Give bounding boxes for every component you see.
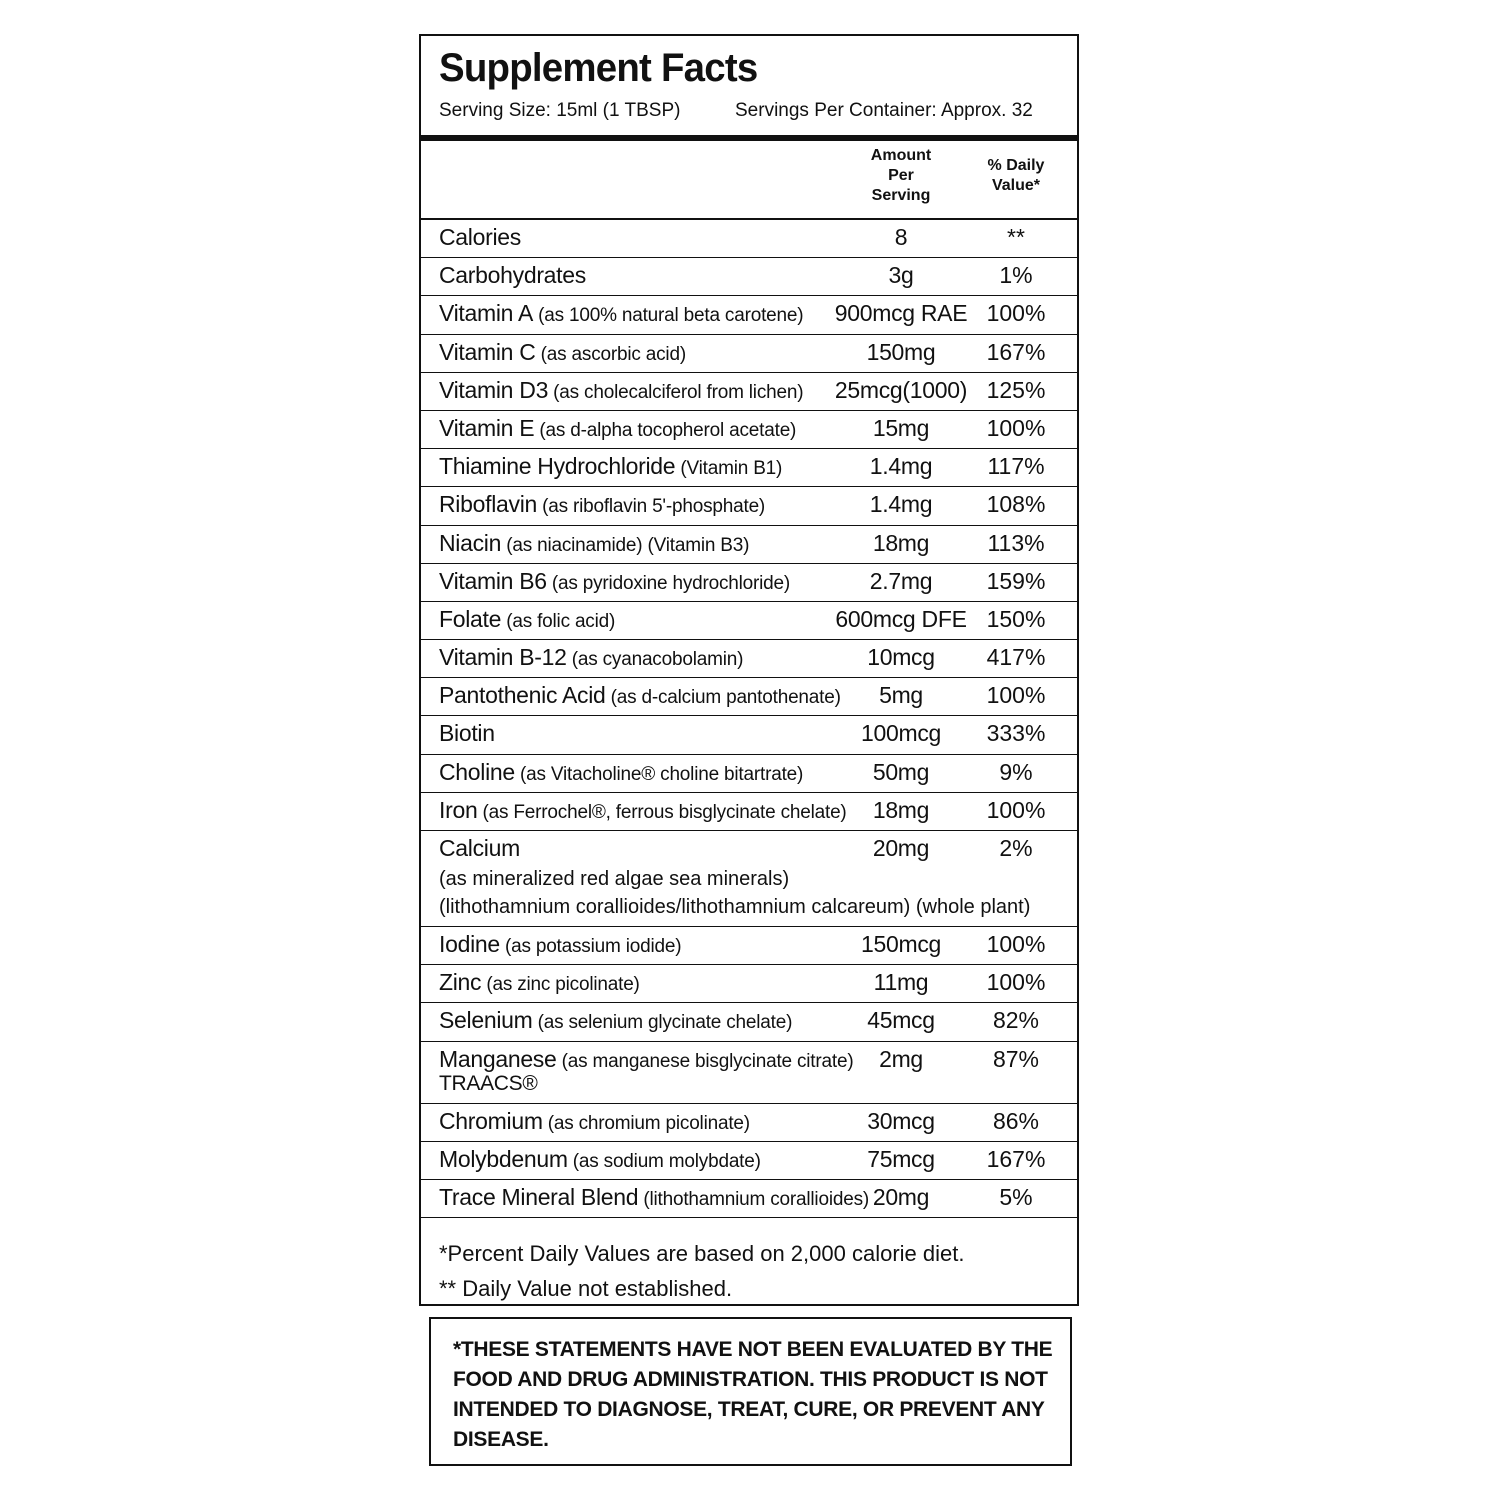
serving-info [439, 100, 1049, 122]
fda-disclaimer-box [429, 1317, 1072, 1466]
nutrient-label: Vitamin B-12 [439, 644, 567, 671]
nutrient-name [439, 606, 615, 633]
nutrient-source: (as ascorbic acid) [535, 343, 686, 365]
nutrient-label: Vitamin C [439, 338, 536, 365]
nutrient-name [439, 1046, 853, 1095]
nutrient-row [421, 373, 1077, 411]
thick-divider [421, 135, 1077, 141]
nutrient-daily-value: 417% [986, 644, 1046, 671]
nutrient-row [421, 564, 1077, 602]
nutrient-name [439, 377, 803, 404]
nutrient-row [421, 716, 1077, 754]
nutrient-name [439, 931, 681, 958]
nutrient-amount: 3g [888, 262, 914, 289]
nutrient-amount: 2.7mg [869, 567, 933, 594]
nutrient-name [439, 262, 586, 289]
nutrient-name [439, 224, 521, 251]
nutrient-name [439, 1184, 869, 1211]
nutrient-name [439, 1146, 761, 1173]
nutrient-name [439, 759, 803, 786]
nutrient-row [421, 487, 1077, 525]
nutrient-daily-value: 5% [999, 1183, 1033, 1210]
nutrient-amount: 10mcg [867, 644, 935, 671]
nutrient-label: Vitamin D3 [439, 376, 549, 403]
footnote-not-established: ** Daily Value not established. [439, 1276, 733, 1301]
nutrient-name [439, 300, 803, 327]
nutrient-source: (as Vitacholine® choline bitartrate) [514, 763, 804, 785]
nutrient-amount: 18mg [872, 529, 930, 556]
nutrient-label: Folate [439, 605, 502, 632]
nutrient-label: Calories [439, 224, 521, 250]
nutrient-label: Pantothenic Acid [439, 682, 606, 709]
nutrient-amount: 8 [894, 224, 908, 250]
nutrient-daily-value: 100% [986, 300, 1046, 327]
nutrient-amount: 11mg [873, 969, 929, 996]
nutrient-daily-value: 108% [986, 491, 1046, 518]
nutrient-source: (as Ferrochel®, ferrous bisglycinate chelate) [477, 801, 847, 823]
nutrient-daily-value: 100% [986, 969, 1046, 996]
nutrient-label: Riboflavin [439, 491, 537, 518]
nutrient-name [439, 969, 640, 996]
nutrient-amount: 900mcg RAE [834, 300, 968, 327]
nutrient-name [439, 339, 686, 366]
nutrient-row [421, 449, 1077, 487]
nutrient-source: (as manganese bisglycinate citrate) [556, 1050, 854, 1072]
nutrient-row [421, 1003, 1077, 1041]
nutrient-amount: 100mcg [860, 720, 942, 747]
nutrient-label: Niacin [439, 529, 502, 556]
nutrient-daily-value: 113% [987, 529, 1045, 556]
nutrient-label: Molybdenum [439, 1145, 568, 1172]
nutrient-daily-value: 82% [992, 1007, 1040, 1034]
nutrient-daily-value: 9% [999, 758, 1033, 785]
nutrient-label: Selenium [439, 1007, 533, 1034]
nutrient-row [421, 602, 1077, 640]
nutrient-name [439, 568, 790, 595]
nutrient-daily-value: 100% [986, 682, 1046, 709]
nutrient-name [439, 453, 782, 480]
column-header-daily-value: % Daily Value* [987, 157, 1045, 194]
column-header-amount: Amount Per Serving [870, 147, 932, 204]
nutrient-amount: 5mg [879, 682, 923, 709]
nutrient-row [421, 411, 1077, 449]
nutrient-name [439, 682, 841, 709]
nutrient-label: Choline [439, 758, 515, 785]
nutrient-row-manganese [421, 1042, 1077, 1104]
footnotes [439, 1236, 964, 1306]
nutrient-source: (as zinc picolinate) [481, 974, 640, 996]
nutrient-daily-value: 167% [986, 338, 1046, 365]
nutrient-name [439, 415, 796, 442]
nutrient-amount: 150mg [866, 338, 936, 365]
nutrient-row [421, 1180, 1077, 1218]
nutrient-source: (as riboflavin 5'-phosphate) [537, 496, 766, 518]
nutrient-name [439, 797, 847, 824]
nutrient-source-line-2: TRAACS® [439, 1071, 538, 1095]
footnote-daily-values: *Percent Daily Values are based on 2,000 calorie diet. [439, 1241, 965, 1266]
nutrient-name [439, 720, 495, 747]
nutrient-table [421, 218, 1077, 1218]
nutrient-source: (as cholecalciferol from lichen) [548, 381, 804, 403]
nutrient-daily-value: 1% [999, 262, 1033, 289]
fda-disclaimer-text: *THESE STATEMENTS HAVE NOT BEEN EVALUATED BY THE FOOD AND DRUG ADMINISTRATION. THIS PRODUCT IS NOT INTENDED TO DIAGNOSE, TREAT, CURE, OR PREVENT ANY DISEASE. [453, 1338, 1053, 1451]
nutrient-row [421, 335, 1077, 373]
calcium-source-line-1: (as mineralized red algae sea minerals) [439, 868, 790, 890]
nutrient-daily-value: 125% [986, 376, 1046, 403]
nutrient-daily-value: 117% [987, 453, 1045, 480]
nutrient-daily-value: 100% [986, 414, 1046, 441]
nutrient-daily-value: 87% [992, 1045, 1040, 1072]
nutrient-label: Vitamin E [439, 414, 535, 441]
nutrient-amount: 45mcg [867, 1007, 935, 1034]
nutrient-row [421, 220, 1077, 258]
nutrient-row [421, 755, 1077, 793]
nutrient-amount: 75mcg [867, 1145, 935, 1172]
nutrient-daily-value: 2% [999, 835, 1033, 861]
nutrient-daily-value: 167% [986, 1145, 1046, 1172]
nutrient-label: Manganese [439, 1045, 557, 1072]
nutrient-source: (as folic acid) [501, 610, 616, 632]
nutrient-amount: 20mg [872, 835, 930, 861]
nutrient-amount: 1.4mg [869, 491, 933, 518]
nutrient-label: Carbohydrates [439, 262, 586, 289]
nutrient-label: Calcium [439, 835, 520, 861]
nutrient-label: Chromium [439, 1107, 543, 1134]
nutrient-label: Iron [439, 796, 478, 823]
nutrient-amount: 150mcg [860, 931, 942, 957]
nutrient-amount: 20mg [872, 1183, 930, 1210]
nutrient-source: (Vitamin B1) [675, 458, 783, 480]
nutrient-row [421, 296, 1077, 334]
nutrient-daily-value: 150% [986, 605, 1046, 632]
nutrient-row [421, 927, 1077, 965]
nutrient-amount: 15mg [872, 414, 930, 441]
nutrient-amount: 30mcg [867, 1107, 935, 1134]
nutrient-source: (lithothamnium corallioides) [638, 1188, 870, 1210]
nutrient-source: (as selenium glycinate chelate) [532, 1012, 793, 1034]
nutrient-row [421, 965, 1077, 1003]
nutrient-daily-value: 333% [986, 720, 1046, 747]
nutrient-label: Biotin [439, 720, 495, 747]
nutrient-name [439, 644, 743, 671]
nutrient-label: Vitamin B6 [439, 567, 547, 594]
nutrient-label: Iodine [439, 931, 500, 957]
nutrient-source: (as cyanacobolamin) [566, 649, 744, 671]
nutrient-label: Zinc [439, 969, 482, 996]
nutrient-row [421, 678, 1077, 716]
servings-per-container: Servings Per Container: Approx. 32 [735, 100, 1033, 121]
nutrient-source: (as potassium iodide) [499, 936, 682, 957]
nutrient-amount: 2mg [879, 1045, 923, 1072]
nutrient-daily-value: 100% [986, 796, 1046, 823]
nutrient-row [421, 258, 1077, 296]
nutrient-name [439, 491, 765, 518]
nutrient-row [421, 1142, 1077, 1180]
calcium-source-line-2: (lithothamnium corallioides/lithothamnium calcareum) (whole plant) [439, 896, 1031, 918]
nutrient-source: (as 100% natural beta carotene) [533, 305, 804, 327]
nutrient-name [439, 1108, 750, 1135]
nutrient-daily-value: ** [1007, 224, 1025, 250]
nutrient-source: (as d-alpha tocopherol acetate) [534, 419, 797, 441]
serving-size: Serving Size: 15ml (1 TBSP) [439, 100, 681, 121]
nutrient-name [439, 1007, 792, 1034]
nutrient-row [421, 1104, 1077, 1142]
nutrient-source: (as sodium molybdate) [567, 1150, 761, 1172]
nutrient-daily-value: 86% [992, 1107, 1040, 1134]
nutrient-row [421, 640, 1077, 678]
nutrient-label: Thiamine Hydrochloride [439, 453, 676, 480]
nutrient-amount: 600mcg DFE [835, 605, 967, 632]
supplement-facts-panel [419, 34, 1079, 1306]
nutrient-source: (as pyridoxine hydrochloride) [546, 572, 791, 594]
nutrient-amount: 1.4mg [869, 453, 933, 480]
nutrient-row-calcium [421, 831, 1077, 927]
nutrient-daily-value: 100% [986, 931, 1046, 957]
nutrient-row [421, 526, 1077, 564]
nutrient-amount: 50mg [872, 758, 930, 785]
nutrient-daily-value: 159% [986, 567, 1046, 594]
nutrient-row [421, 793, 1077, 831]
nutrient-source: (as niacinamide) (Vitamin B3) [501, 534, 750, 556]
nutrient-source: (as chromium picolinate) [542, 1112, 750, 1134]
nutrient-amount: 18mg [872, 796, 930, 823]
nutrient-name [439, 530, 749, 557]
nutrient-label: Trace Mineral Blend [439, 1183, 639, 1210]
nutrient-amount: 25mcg(1000) [834, 376, 968, 403]
nutrient-label: Vitamin A [439, 300, 534, 327]
nutrient-source [439, 865, 1030, 921]
nutrient-source: (as d-calcium pantothenate) [605, 687, 841, 709]
panel-title: Supplement Facts [439, 46, 758, 90]
